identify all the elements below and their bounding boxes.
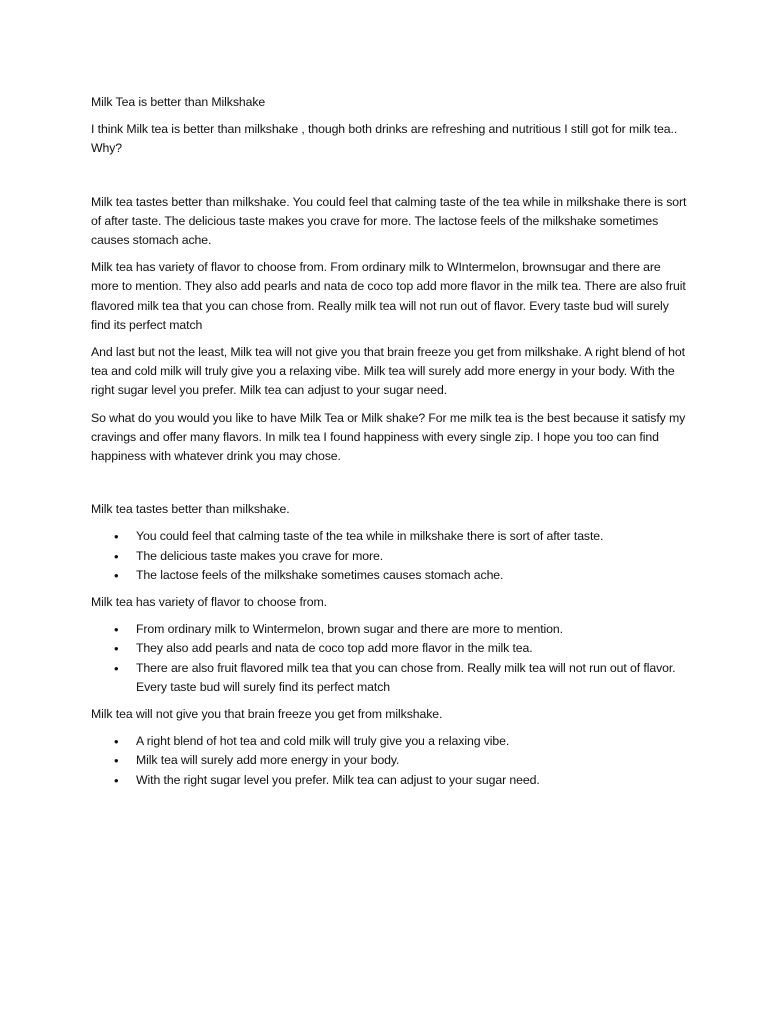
bullet-item: • Milk tea will surely add more energy in your body. xyxy=(91,751,691,770)
outline-heading: Milk tea has variety of flavor to choose from. xyxy=(91,595,327,610)
outline-heading: Milk tea will not give you that brain freeze you get from milkshake. xyxy=(91,707,443,722)
bullet-item: • You could feel that calming taste of the tea while in milkshake there is sort of after taste. xyxy=(91,527,691,546)
body-paragraph: Milk tea has variety of flavor to choose from. From ordinary milk to WIntermelon, brownsugar and there are more to mention. They also add pearls and nata de coco top add more flavor in the milk tea. There are also fruit flavored milk tea that you can chose from. Really milk tea will not run out of flavor. Every taste bud will surely find its perfect match xyxy=(91,260,686,332)
document-title: Milk Tea is better than Milkshake xyxy=(91,95,266,109)
body-paragraph: And last but not the least, Milk tea will not give you that brain freeze you get from milkshake. A right blend of hot tea and cold milk will truly give you a relaxing vibe. Milk tea will surely add more energy in your body. With the right sugar level you prefer. Milk tea can adjust to your sugar need. xyxy=(91,345,685,398)
bullet-item: • A right blend of hot tea and cold milk will truly give you a relaxing vibe. xyxy=(91,732,691,751)
bullet-item: • The delicious taste makes you crave for more. xyxy=(91,547,691,566)
bullet-list xyxy=(91,527,691,585)
body-paragraph: Milk tea tastes better than milkshake. You could feel that calming taste of the tea while in milkshake there is sort of after taste. The delicious taste makes you crave for more. The lactose feels of the milkshake sometimes causes stomach ache. xyxy=(91,194,687,248)
document-body xyxy=(91,93,691,798)
bullet-item: • There are also fruit flavored milk tea that you can chose from. Really milk tea will not run out of flavor. Every taste bud will surely find its perfect match xyxy=(91,659,691,697)
intro-paragraph: I think Milk tea is better than milkshake , though both drinks are refreshing and nutritious I still got for milk tea.. Why? xyxy=(91,122,678,156)
outline-heading: Milk tea tastes better than milkshake. xyxy=(91,502,290,517)
bullet-item: • From ordinary milk to Wintermelon, brown sugar and there are more to mention. xyxy=(91,620,691,639)
bullet-item: • They also add pearls and nata de coco top add more flavor in the milk tea. xyxy=(91,639,691,658)
conclusion-paragraph: So what do you would you like to have Milk Tea or Milk shake? For me milk tea is the best because it satisfy my cravings and offer many flavors. In milk tea I found happiness with every single zip. I hope you too can find happiness with whatever drink you may chose. xyxy=(91,410,686,464)
bullet-list xyxy=(91,620,691,697)
bullet-item: • With the right sugar level you prefer. Milk tea can adjust to your sugar need. xyxy=(91,771,691,790)
bullet-item: • The lactose feels of the milkshake sometimes causes stomach ache. xyxy=(91,566,691,585)
bullet-list xyxy=(91,732,691,790)
